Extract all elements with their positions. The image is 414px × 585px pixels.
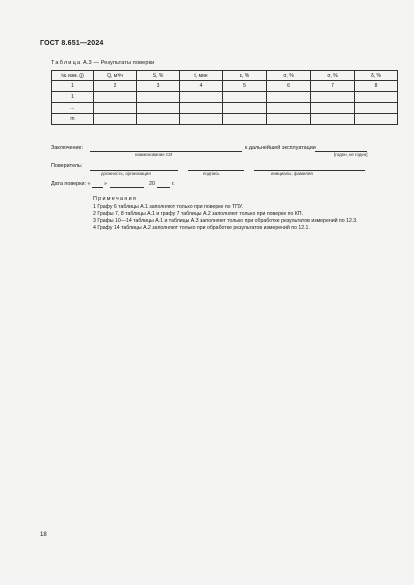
table-cell xyxy=(223,114,267,125)
column-header: σ, % xyxy=(267,71,311,81)
date-label: Дата поверки: « xyxy=(51,181,91,187)
table-row xyxy=(52,114,398,125)
table-cell xyxy=(267,114,311,125)
column-header: t, мин xyxy=(180,71,223,81)
row-index: ... xyxy=(52,103,94,114)
conclusion-suffix: к дальнейшей эксплуатации xyxy=(245,145,316,151)
table-cell xyxy=(267,103,311,114)
column-number: 1 xyxy=(52,81,94,92)
verifier-hint-signature: подпись xyxy=(203,171,220,176)
table-cell xyxy=(137,114,180,125)
table-cell xyxy=(94,103,137,114)
column-header: δ, % xyxy=(355,71,398,81)
row-index: 1 xyxy=(52,92,94,103)
table-cell xyxy=(355,103,398,114)
verifier-label: Поверитель: xyxy=(51,163,83,169)
table-cell xyxy=(180,103,223,114)
table-number-row xyxy=(52,81,398,92)
conclusion-hint-device: наименование СИ xyxy=(135,152,173,157)
date-quote-close: » xyxy=(104,181,107,187)
table-cell xyxy=(223,92,267,103)
results-table xyxy=(51,70,398,125)
table-caption-label: Таблица xyxy=(51,60,82,66)
table-cell xyxy=(311,92,355,103)
column-number: 6 xyxy=(267,81,311,92)
column-number: 7 xyxy=(311,81,355,92)
row-index: m xyxy=(52,114,94,125)
table-row xyxy=(52,103,398,114)
note-item: 3 Графы 10—14 таблицы А.1 и таблицы А.3 заполняют только при обработке результатов измерений по 12.3. xyxy=(93,218,358,224)
column-number: 5 xyxy=(223,81,267,92)
note-item: 2 Графы 7, 8 таблицы А.1 и графу 7 таблицы А.2 заполняют только при поверке по КП. xyxy=(93,211,303,217)
column-header: Q, м³/ч xyxy=(94,71,137,81)
date-year-prefix: 20 xyxy=(149,181,155,187)
table-cell xyxy=(311,103,355,114)
table-cell xyxy=(137,92,180,103)
table-row xyxy=(52,92,398,103)
note-item: 4 Графу 14 таблицы А.2 заполняют только при обработке результатов измерений по 12.1. xyxy=(93,225,310,231)
conclusion-label: Заключение: xyxy=(51,145,84,151)
verifier-hint-name: инициалы, фамилия xyxy=(271,171,313,176)
table-cell xyxy=(94,114,137,125)
table-cell xyxy=(355,92,398,103)
column-header: σ, % xyxy=(311,71,355,81)
date-month-line xyxy=(110,187,144,188)
document-title: ГОСТ 8.651—2024 xyxy=(40,40,104,47)
page-number: 18 xyxy=(40,532,47,538)
conclusion-hint-status: [годен, не годен] xyxy=(334,152,368,157)
note-item: 1 Графу 6 таблицы А.1 заполняют только при поверке по ТПУ. xyxy=(93,204,243,210)
column-header: ε, % xyxy=(223,71,267,81)
table-cell xyxy=(94,92,137,103)
column-number: 2 xyxy=(94,81,137,92)
table-caption xyxy=(51,60,154,66)
table-cell xyxy=(267,92,311,103)
column-header: № изм. (j) xyxy=(52,71,94,81)
table-cell xyxy=(137,103,180,114)
notes-title: Примечания xyxy=(93,196,138,202)
table-caption-text: А.3 — Результаты поверки xyxy=(83,60,155,66)
verifier-hint-position: должность, организация xyxy=(101,171,151,176)
table-cell xyxy=(311,114,355,125)
column-header: S, % xyxy=(137,71,180,81)
table-header-row xyxy=(52,71,398,81)
column-number: 3 xyxy=(137,81,180,92)
table-cell xyxy=(355,114,398,125)
date-year-suffix: г. xyxy=(172,181,175,187)
date-year-line xyxy=(157,187,170,188)
table-cell xyxy=(180,114,223,125)
column-number: 8 xyxy=(355,81,398,92)
table-cell xyxy=(180,92,223,103)
table-cell xyxy=(223,103,267,114)
date-day-line xyxy=(92,187,103,188)
column-number: 4 xyxy=(180,81,223,92)
